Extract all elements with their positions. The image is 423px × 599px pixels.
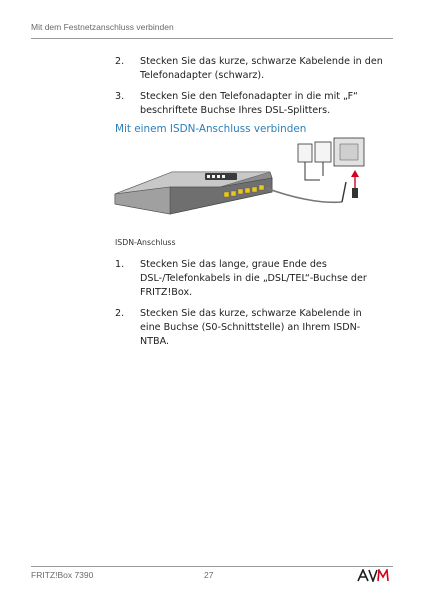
list-item [115,55,385,83]
page-number: 27 [204,570,214,580]
running-header: Mit dem Festnetzanschluss verbinden [31,22,174,32]
step-text: Stecken Sie den Telefonadapter in die mit „F“ beschriftete Buchse Ihres DSL-Splitters. [140,91,358,116]
header-divider [31,38,393,39]
avm-logo [357,569,389,582]
list-item [115,307,385,349]
footer-product: FRITZ!Box 7390 [31,570,94,580]
isdn-connection-illustration [110,132,390,232]
list-item [115,90,385,118]
step-number: 1. [115,259,125,270]
step-number: 3. [115,91,125,102]
steps-list-top [115,55,385,125]
footer-divider [31,566,393,567]
list-item [115,258,385,300]
plug-connector [352,188,358,198]
section-heading: Mit einem ISDN-Anschluss verbinden [115,123,307,135]
step-number: 2. [115,308,125,319]
step-text: Stecken Sie das lange, graue Ende des DSL-/Telefonkabels in die „DSL/TEL“-Buchse der FRITZ!Box. [140,259,367,298]
step-text: Stecken Sie das kurze, schwarze Kabelende in eine Buchse (S0-Schnittstelle) an Ihrem ISDN-NTBA. [140,308,362,347]
figure-caption: ISDN-Anschluss [115,238,176,247]
router-illustration [115,172,272,214]
dsl-cable [266,188,342,202]
step-number: 2. [115,56,125,67]
steps-list-bottom [115,258,385,356]
step-text: Stecken Sie das kurze, schwarze Kabelende in den Telefonadapter (schwarz). [140,56,383,81]
